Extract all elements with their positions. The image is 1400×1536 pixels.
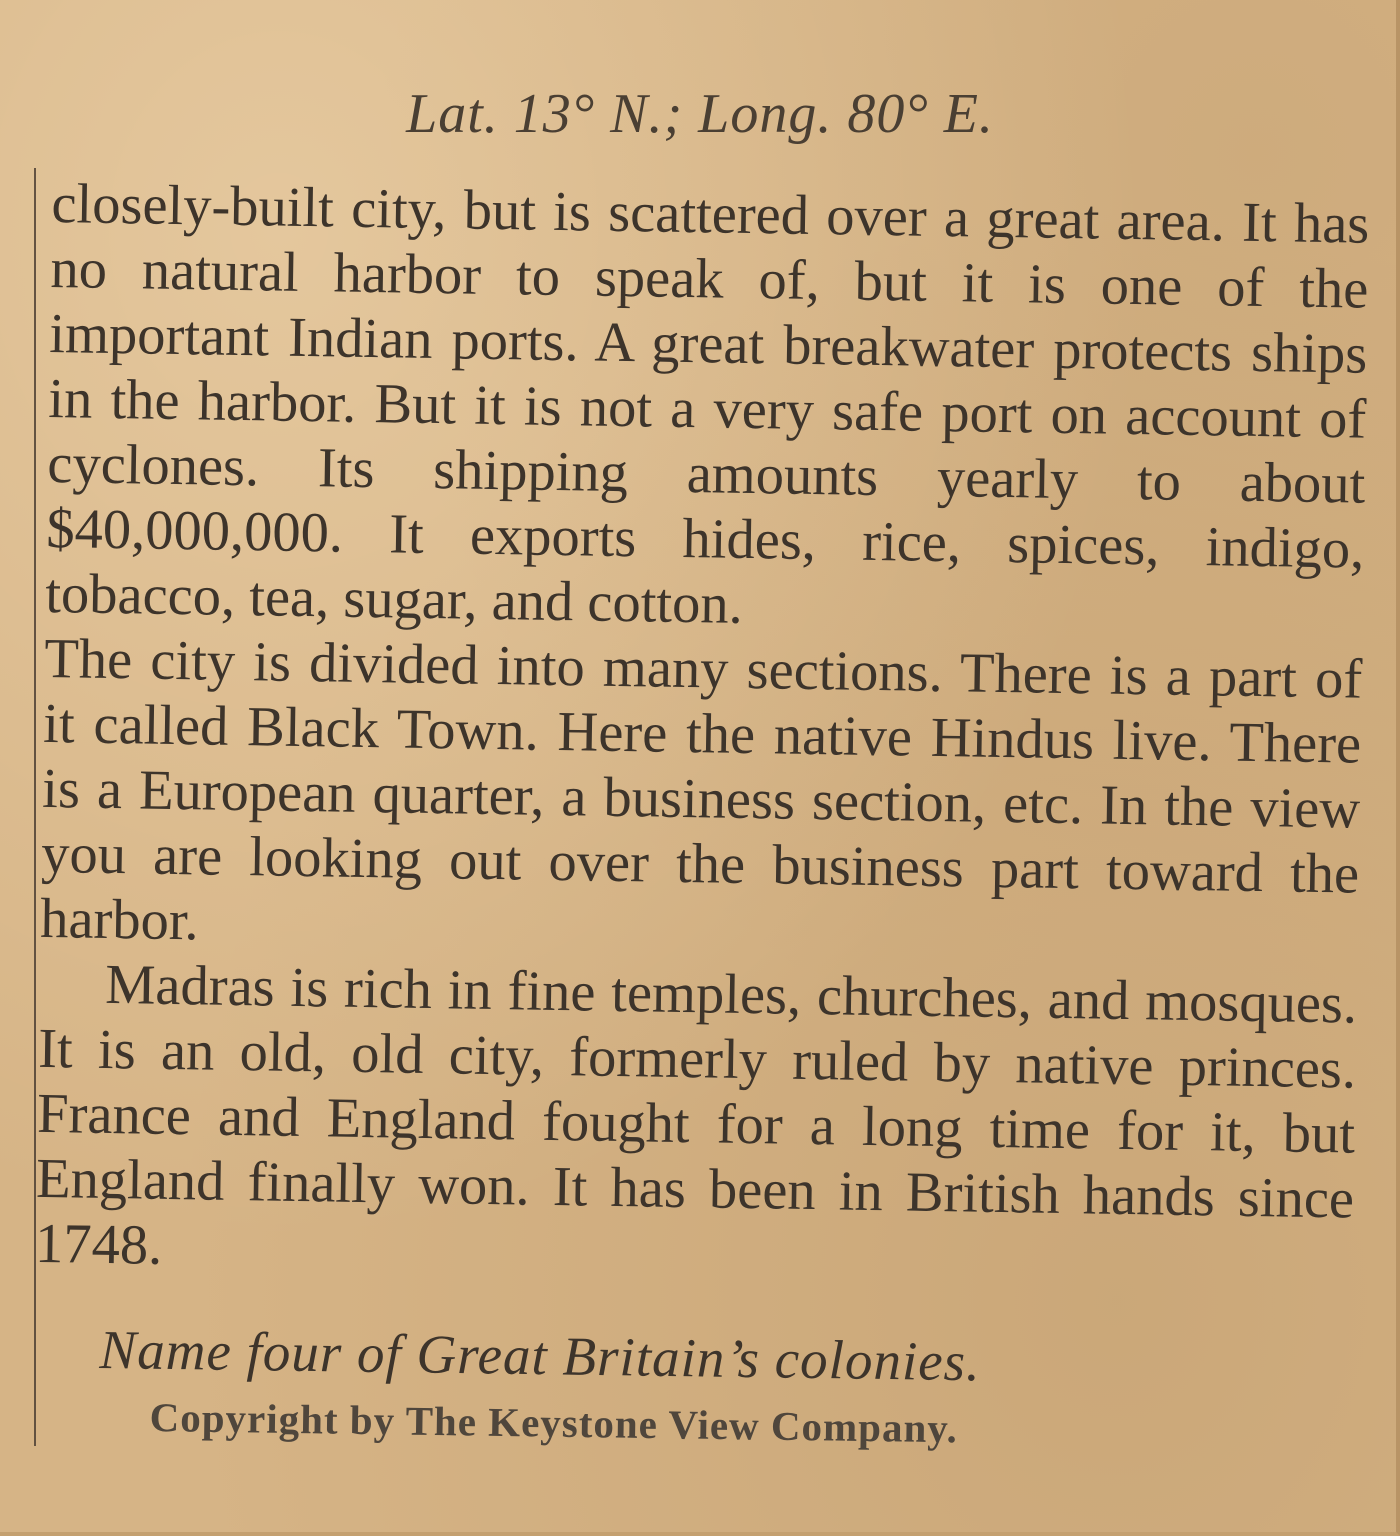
copyright-line: Copyright by The Keystone View Company. <box>149 1393 959 1452</box>
study-question: Name four of Great Britain’s colonies. <box>99 1318 982 1393</box>
coordinates-heading: Lat. 13° N.; Long. 80° E. <box>406 83 994 145</box>
paragraph-sections: The city is divided into many sections. There is a part of it called Black Town. Here the native Hindus live. There is a European quarter, a business section, etc. In the view you are looking out over the business part toward the harbor. <box>39 627 1363 953</box>
paragraph-harbor: closely-built city, but is scattered over a great area. It has no natural harbor to speak of, but it is one of the important Indian ports. A great breakwater protects ships in the harbor. But it is not a very safe port on account of cyclones. Its shipping amounts yearly to about $40,000,000. It exports hides, rice, spices, indigo, tobacco, tea, sugar, and cotton. <box>44 172 1370 636</box>
body-text <box>35 172 1370 1298</box>
paragraph-history: Madras is rich in fine temples, churches, and mosques. It is an old, old city, formerly ruled by native princes. France and England fought for a long time for it, but England finally won. It has been in British hands since 1748. <box>34 953 1358 1277</box>
